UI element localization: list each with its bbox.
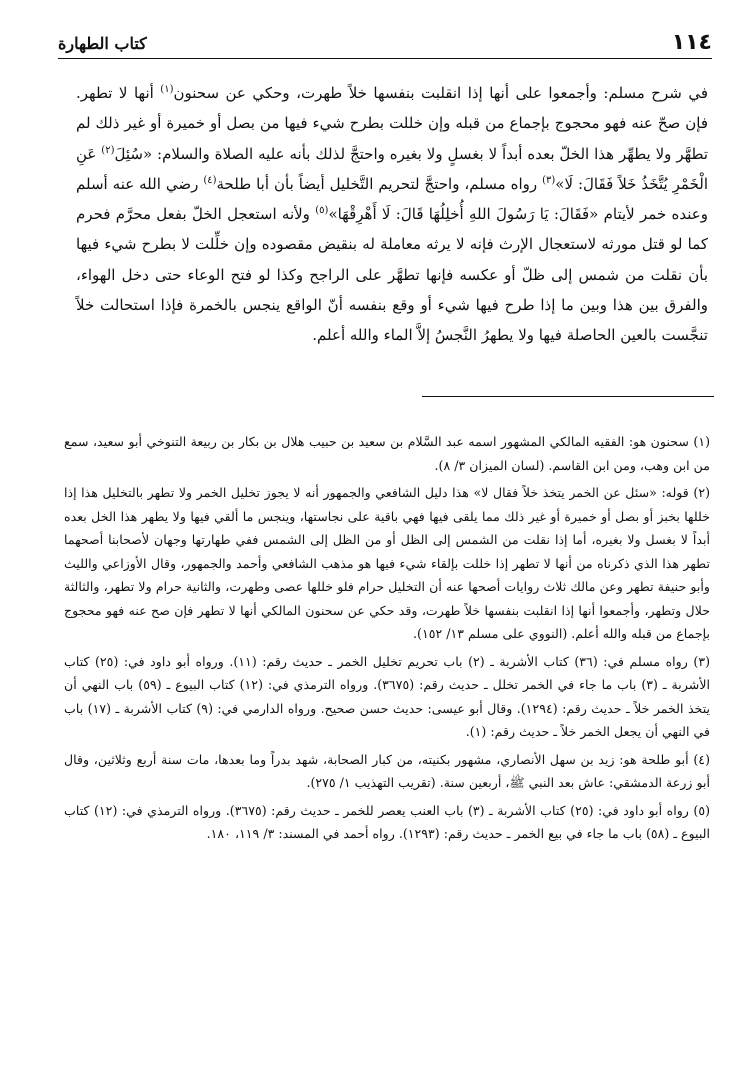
footnote-text: قوله: «سئل عن الخمر يتخذ خلاً فقال لا» هذا دليل الشافعي والجمهور أنه لا يجوز تخليل الخمر ولا تطهر بالتخليل هذا إذا خللها بخبز أو بصل أو خميرة أو غير ذلك مما يلقى فيها فهي باقية على نجاستها، وينجس ما ألقي فيها ولا يطهر هذا الخل بعده أبداً لا بغسل ولا بغيره، أما إذا نقلت من الشمس إلى الظل أو من الظل إلى الشمس ففي طهارتها وجهان لأصحابنا أصحهما تطهر هذا الذي ذكرناه من أنها لا تطهر إذا خللت بإلقاء شيء فيها هو مذهب الشافعي وأحمد والجمهور، وقال الأوزاعي والليث وأبو حنيفة تطهر وعن مالك ثلاث روايات أصحها عنه أن التخليل حرام فلو خللها عصى وطهرت، والثانية حرام ولا تطهر، والثالثة حلال وتطهر، وأجمعوا أنها إذا انقلبت بنفسها خلاً طهرت، وقد حكي عن سحنون المالكي أنها لا تطهر فإن صح عنه فهو محجوج بإجماع من قبله والله أعلم. (النووي على مسلم ١٣/ ١٥٢).	[64, 485, 710, 641]
main-text-part: رضي الله عنه أسلم وعنده خمر لأيتام «فَقَالَ: يَا رَسُولَ اللهِ أُخلِلُهَا قَالَ: لَا أَهْرِقْهَا»	[76, 174, 708, 224]
running-header	[58, 30, 712, 62]
footnote-number: (٢)	[693, 485, 710, 500]
footnote	[64, 799, 710, 846]
main-text-part: ولأنه استعجل الخلّ بفعل محرَّم فحرم كما لو قتل مورثه لاستعجال الإرث فإنه لا يرثه معاملة له بنقيض مقصوده وإن خلِّلت لا بطرح شيء فيها بأن نقلت من شمس إلى ظلّ أو عكسه فإنها تطهَّر على الراجح وكذا لو فتح الوعاء حتى دخل الهواء، والفرق بين هذا وبين ما إذا طرح فيها شيء أو وقع بنفسه أنّ الواقع ينجس بالخمرة فإذا استحالت خلاً تنجَّست بالعين الحاصلة فيها ولا يطهرُ النَّجسُ إلاَّ الماء والله أعلم.	[76, 205, 708, 345]
footnote	[64, 748, 710, 795]
footnote	[64, 650, 710, 744]
footnote-ref: (٢)	[101, 144, 115, 156]
main-text-part: عَنِ الْخَمْرِ يُتَّخَذُ خَلاً فَقَالَ: لَا»	[76, 144, 709, 193]
footnotes	[64, 430, 710, 850]
footnote-separator	[422, 396, 714, 397]
footnote-number: (٣)	[693, 653, 710, 669]
footnote-ref: (٥)	[315, 205, 329, 217]
footnote	[64, 481, 710, 646]
footnote-text: سحنون هو: الفقيه المالكي المشهور اسمه عبد السَّلام بن سعيد بن حبيب هلال بن بكار بن ربيعة التنوخي أبو سعيد، سمع من ابن وهب، ومن ابن القاسم. (لسان الميزان ٣/ ٨).	[64, 434, 710, 473]
footnote	[64, 430, 710, 477]
footnote-ref: (١)	[160, 84, 174, 95]
main-paragraph	[76, 78, 708, 351]
page-number: ١١٤	[671, 30, 712, 55]
footnote-text: رواه مسلم في: (٣٦) كتاب الأشربة ـ (٢) باب تحريم تخليل الخمر ـ حديث رقم: (١١). ورواه أبو داود في: (٢٥) كتاب الأشربة ـ (٣) باب ما جاء في الخمر تخلل ـ حديث رقم: (٣٦٧٥). ورواه الترمذي في: (١٢) كتاب البيوع ـ (٥٩) باب النهي أن يتخذ الخمر خلاً ـ حديث رقم: (١٢٩٤). وقال أبو عيسى: حديث حسن صحيح. ورواه الدارمي في: (٩) كتاب الأشربة ـ (١٧) باب في النهي أن يجعل الخمر خلاً ـ حديث رقم: (١).	[64, 653, 710, 739]
main-text	[76, 78, 708, 378]
header-rule	[58, 58, 712, 59]
main-text-part: رواه مسلم، واحتجَّ لتحريم التَّخليل أيضاً بأن أبا طلحة	[216, 174, 543, 193]
footnote-number: (٤)	[693, 751, 710, 767]
footnote-ref: (٣)	[542, 174, 556, 186]
footnote-ref: (٤)	[203, 174, 217, 186]
footnote-text: رواه أبو داود في: (٢٥) كتاب الأشربة ـ (٣) باب العنب يعصر للخمر ـ حديث رقم: (٣٦٧٥). ورواه الترمذي في: (١٢) كتاب البيوع ـ (٥٨) باب ما جاء في بيع الخمر ـ حديث رقم: (١٢٩٣). رواه أحمد في المسند: ٣/ ١١٩، ١٨٠.	[64, 802, 710, 841]
footnote-text: أبو طلحة هو: زيد بن سهل الأنصاري، مشهور بكنيته، من كبار الصحابة، شهد بدراً وما بعدها، مات سنة أربع وثلاثين، وقال أبو زرعة الدمشقي: عاش بعد النبي ﷺ، أربعين سنة. (تقريب التهذيب ١/ ٢٧٥).	[64, 751, 710, 790]
footnote-number: (٥)	[693, 802, 710, 818]
main-text-part: أنها لا تطهر. فإن صحّ عنه فهو محجوج بإجماع من قبله وإن خللت بطرح شيء فيها من بصل أو خميرة أو غير ذلك لم تطهَّر ولا يطهِّر هذا الخلّ بعده أبداً لا بغسلٍ ولا بغيره واحتجَّ لذلك بأنه عليه الصلاة والسلام: «سُئِلَ	[76, 84, 708, 163]
chapter-title: كتاب الطهارة	[58, 34, 147, 53]
footnote-number: (١)	[693, 434, 710, 449]
main-text-part: في شرح مسلم: وأجمعوا على أنها إذا انقلبت بنفسها خلاً طهرت، وحكي عن سحنون	[173, 84, 708, 102]
